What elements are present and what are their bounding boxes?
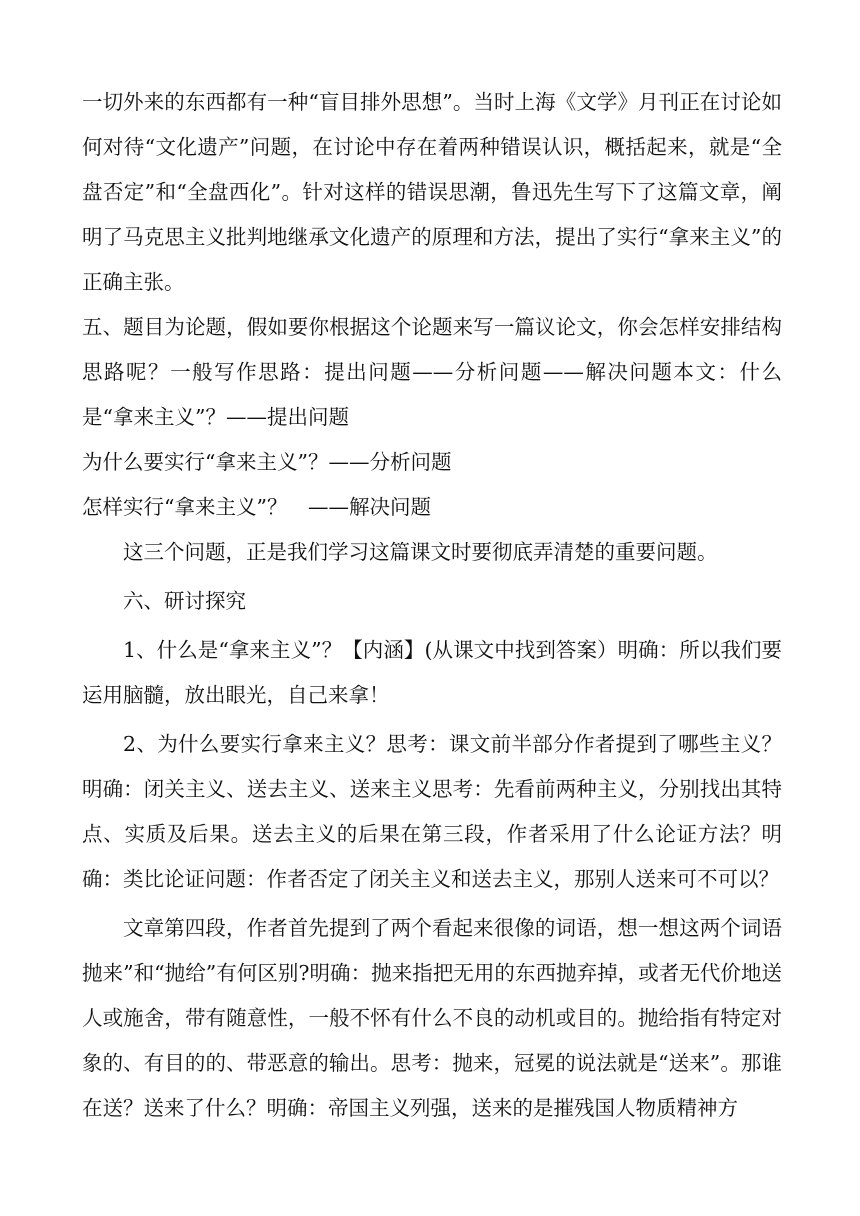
paragraph-section-five: 五、题目为论题，假如要你根据这个论题来写一篇议论文，你会怎样安排结构思路呢？一般写作思路：提出问题——分析问题——解决问题本文：什么是“拿来主义”？——提出问题 xyxy=(82,315,782,429)
heading-section-six: 六、研讨探究 xyxy=(123,589,246,613)
paragraph-item-one: 1、什么是“拿来主义”？【内涵】(从课文中找到答案）明确：所以我们要运用脑髓，放出眼光，自己来拿！ xyxy=(82,638,782,707)
paragraph-question-why: 为什么要实行“拿来主义”？——分析问题 xyxy=(82,450,452,474)
document-page xyxy=(82,80,782,1131)
paragraph-item-two: 2、为什么要实行拿来主义？思考：课文前半部分作者提到了哪些主义？明确：闭关主义、送去主义、送来主义思考：先看前两种主义，分别找出其特点、实质及后果。送去主义的后果在第三段，作者采用了什么论证方法？明确：类比论证问题：作者否定了闭关主义和送去主义，那别人送来可不可以？ xyxy=(82,732,782,891)
paragraph-summary: 这三个问题，正是我们学习这篇课文时要彻底弄清楚的重要问题。 xyxy=(123,540,718,564)
paragraph-question-how: 怎样实行“拿来主义”？ ——解决问题 xyxy=(82,495,431,519)
paragraph-intro-continuation: 一切外来的东西都有一种“盲目排外思想”。当时上海《文学》月刊正在讨论如何对待“文化遗产”问题，在讨论中存在着两种错误认识，概括起来，就是“全盘否定”和“全盘西化”。针对这样的错误思潮，鲁迅先生写下了这篇文章，阐明了马克思主义批判地继承文化遗产的原理和方法，提出了实行“拿来主义”的正确主张。 xyxy=(82,90,782,294)
paragraph-four: 文章第四段，作者首先提到了两个看起来很像的词语，想一想这两个词语抛来”和“抛给”有何区别?明确：抛来指把无用的东西抛弃掉，或者无代价地送人或施舍，带有随意性，一般不怀有什么不良的动机或目的。抛给指有特定对象的、有目的的、带恶意的输出。思考：抛来，冠冕的说法就是“送来”。那谁在送？送来了什么？明确：帝国主义列强，送来的是摧残国人物质精神方 xyxy=(82,916,782,1120)
